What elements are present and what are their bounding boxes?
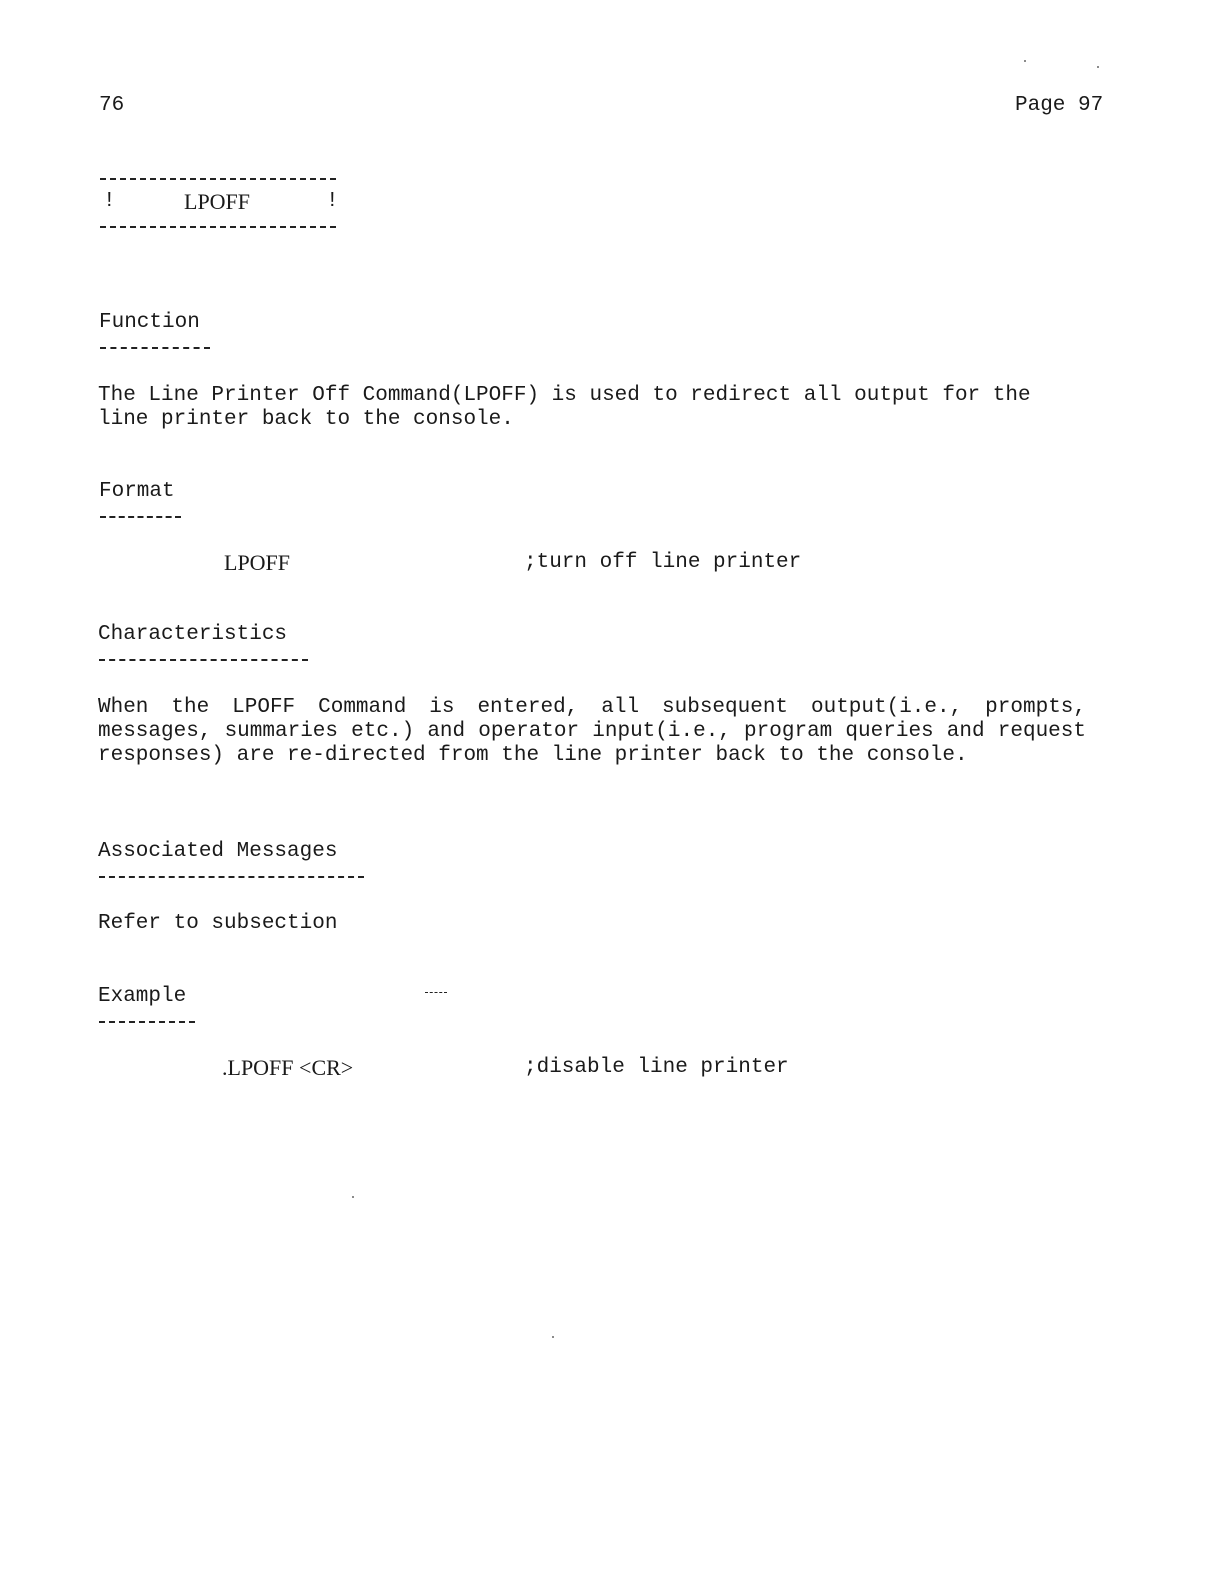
characteristics-text: When the LPOFF Command is entered, all subsequent output(i.e., prompts, messages, summaries etc.) and operator input(i.e., program queries and request responses) are re-directed from the line printer back to the console. [98,696,1086,767]
characteristics-heading-underline [99,659,308,661]
page-label: Page 97 [1015,94,1104,117]
stray-mark [425,992,447,993]
scan-speck [552,1336,554,1338]
title-box-left-bang: ! [103,190,116,213]
title-box-title: LPOFF [184,189,251,214]
format-command: LPOFF [224,550,291,575]
page-number-left: 76 [99,94,125,117]
example-comment: ;disable line printer [524,1056,789,1079]
format-heading-underline [100,516,181,518]
example-heading-underline [99,1021,195,1023]
title-box-top-rule [100,178,336,180]
title-box-bottom-rule [100,226,336,228]
format-heading: Format [99,480,175,503]
associated-messages-heading: Associated Messages [98,840,338,863]
function-heading: Function [99,311,200,334]
function-heading-underline [100,347,210,349]
scan-speck [352,1196,354,1198]
associated-messages-text: Refer to subsection [98,912,338,935]
title-box-right-bang: ! [326,190,339,213]
associated-messages-heading-underline [99,876,364,878]
scan-speck [1024,60,1026,62]
example-heading: Example [98,985,187,1008]
function-text: The Line Printer Off Command(LPOFF) is used to redirect all output for the line printer back to the console. [98,384,1031,431]
example-command: .LPOFF <CR> [222,1055,354,1080]
format-comment: ;turn off line printer [524,551,802,574]
characteristics-heading: Characteristics [98,623,288,646]
scan-speck [1097,66,1099,68]
